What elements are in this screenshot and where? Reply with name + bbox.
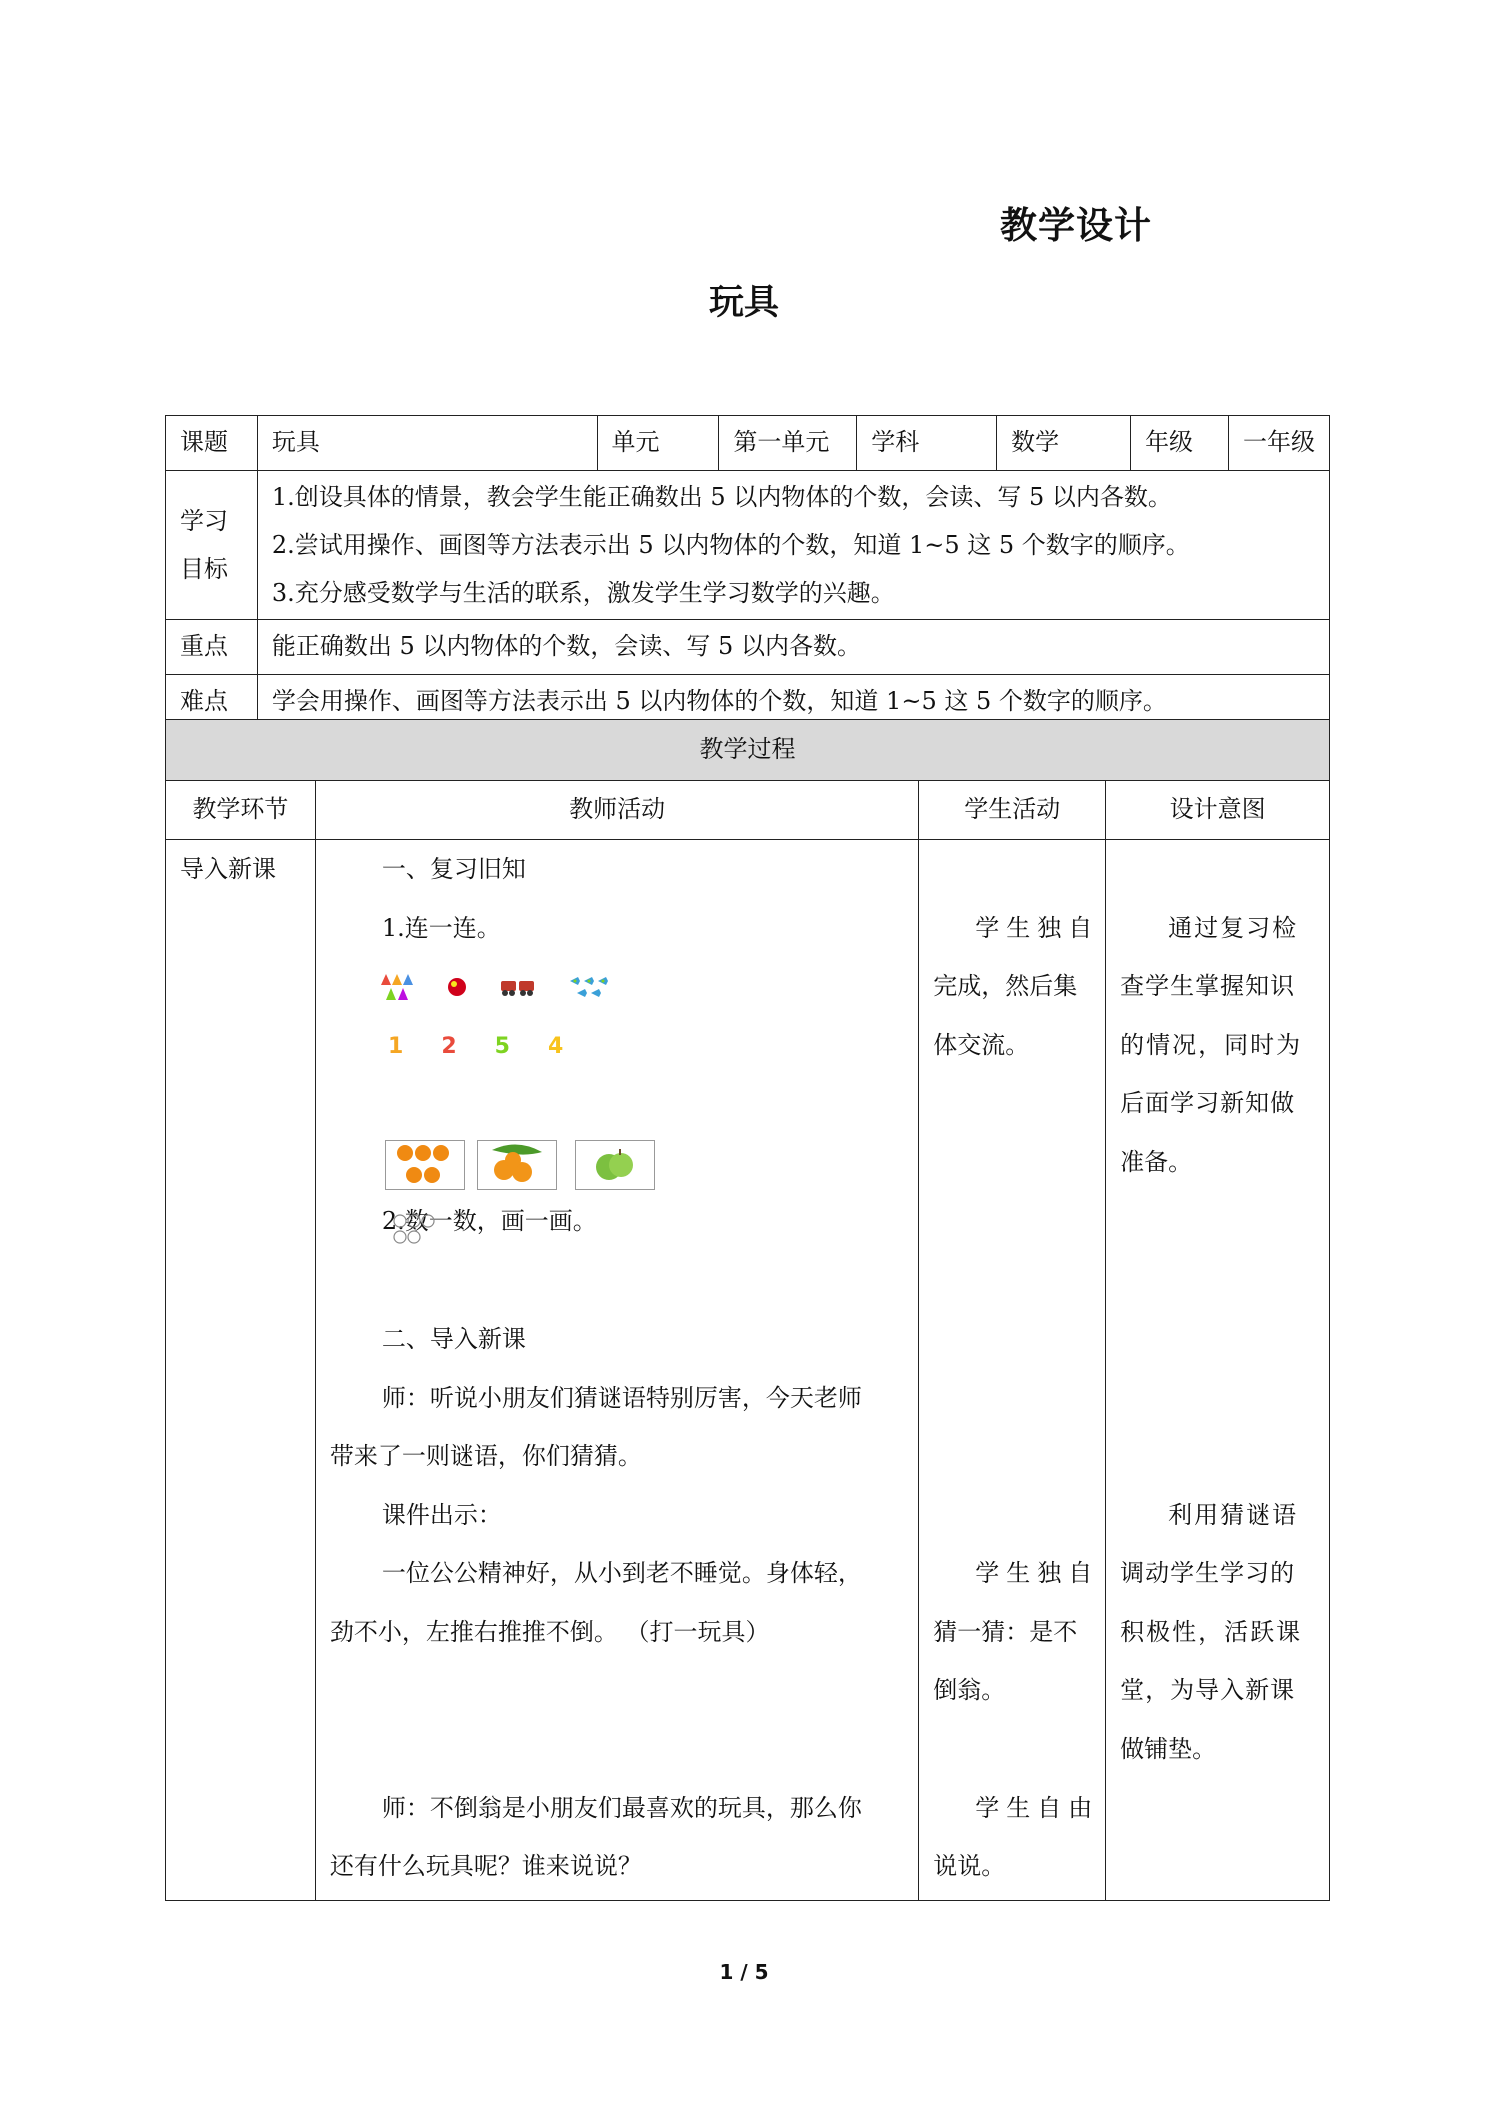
objective-2: 2.尝试用操作、画图等方法表示出 5 以内物体的个数，知道 1~5 这 5 个数字的顺序。 (271, 531, 1190, 559)
design-1e: 准备。 (1120, 1148, 1193, 1176)
green-apples-picture (575, 1140, 655, 1190)
subject-value: 数学 (997, 416, 1131, 471)
teaching-process-table (165, 719, 1330, 1901)
design-2a: 利用猜谜语 (1168, 1501, 1299, 1529)
unit-value: 第一单元 (719, 416, 857, 471)
circles-drawing (393, 1214, 441, 1250)
number-cards-row (388, 1034, 601, 1059)
tangerines-picture (477, 1140, 557, 1190)
design-2d: 堂，为导入新课 (1120, 1676, 1296, 1704)
toy-cars-icon (500, 972, 536, 1002)
teacher-line-3: 课件出示： (381, 1501, 502, 1529)
page-number: 1 / 5 (719, 1960, 769, 1984)
connect-task: 1.连一连。 (381, 914, 501, 942)
col-stage-header: 教学环节 (166, 781, 316, 840)
design-intent-cell (1106, 840, 1330, 1901)
student-activity-cell (919, 840, 1106, 1901)
lesson-info-table (165, 415, 1330, 730)
teacher-line-6: 师：不倒翁是小朋友们最喜欢的玩具，那么你 (381, 1794, 862, 1822)
review-heading: 一、复习旧知 (381, 855, 526, 883)
tumbler-toys-icon (380, 972, 414, 1002)
col-student-header: 学生活动 (919, 781, 1106, 840)
objectives-label: 学习目标 (180, 507, 228, 583)
difficulty-label: 难点 (166, 675, 258, 730)
student-1a: 学生独自 (975, 914, 1100, 942)
number-card-1: 1 (388, 1034, 404, 1059)
student-3a: 学生自由 (975, 1794, 1100, 1822)
riddle-line-1: 一位公公精神好，从小到老不睡觉。身体轻， (381, 1559, 862, 1587)
design-1c: 的情况，同时为 (1120, 1031, 1303, 1059)
key-point-value: 能正确数出 5 以内物体的个数，会读、写 5 以内各数。 (257, 620, 1329, 675)
teacher-line-2: 带来了一则谜语，你们猜猜。 (329, 1442, 642, 1470)
col-design-header: 设计意图 (1106, 781, 1330, 840)
document-title: 教学设计 (1000, 204, 1152, 247)
riddle-line-2: 劲不小，左推右推推不倒。 （打一玩具） (329, 1618, 770, 1646)
design-1d: 后面学习新知做 (1120, 1089, 1296, 1117)
student-1c: 体交流。 (933, 1031, 1030, 1059)
design-1b: 查学生掌握知识 (1120, 972, 1296, 1000)
difficulty-value: 学会用操作、画图等方法表示出 5 以内物体的个数，知道 1~5 这 5 个数字的顺序。 (257, 675, 1329, 730)
lesson-title: 玩具 (708, 283, 779, 323)
number-card-4: 4 (547, 1034, 564, 1059)
design-2c: 积极性，活跃课 (1120, 1618, 1303, 1646)
grade-label: 年级 (1131, 416, 1229, 471)
student-2b: 猜一猜：是不 (933, 1618, 1078, 1646)
teacher-line-7: 还有什么玩具呢？谁来说说？ (329, 1852, 642, 1880)
grade-value: 一年级 (1229, 416, 1330, 471)
count-draw-task: 2.数一数，画一画。 (381, 1207, 597, 1235)
topic-label: 课题 (166, 416, 258, 471)
number-card-5: 5 (494, 1034, 510, 1059)
col-teacher-header: 教师活动 (315, 781, 918, 840)
design-2b: 调动学生学习的 (1120, 1559, 1296, 1587)
key-point-label: 重点 (166, 620, 258, 675)
student-2c: 倒翁。 (933, 1676, 1006, 1704)
teacher-line-1: 师：听说小朋友们猜谜语特别厉害，今天老师 (381, 1384, 862, 1412)
stage-cell (166, 840, 316, 1901)
student-3b: 说说。 (933, 1852, 1006, 1880)
toy-planes-icon (568, 972, 614, 1002)
unit-label: 单元 (597, 416, 719, 471)
ball-toy-icon (446, 972, 468, 1002)
process-title: 教学过程 (166, 720, 1330, 781)
objective-1: 1.创设具体的情景，教会学生能正确数出 5 以内物体的个数，会读、写 5 以内各数。 (271, 483, 1172, 511)
topic-value: 玩具 (257, 416, 597, 471)
oranges-picture (385, 1140, 465, 1190)
design-1a: 通过复习检 (1168, 914, 1299, 942)
objectives-cell (257, 471, 1329, 620)
objective-3: 3.充分感受数学与生活的联系，激发学生学习数学的兴趣。 (271, 579, 895, 607)
number-card-2: 2 (441, 1034, 457, 1059)
student-1b: 完成，然后集 (933, 972, 1078, 1000)
design-2e: 做铺垫。 (1120, 1735, 1217, 1763)
intro-heading: 二、导入新课 (381, 1325, 526, 1353)
subject-label: 学科 (857, 416, 997, 471)
student-2a: 学生独自 (975, 1559, 1100, 1587)
toy-pictures-row (380, 972, 646, 1002)
stage-label: 导入新课 (180, 855, 276, 883)
